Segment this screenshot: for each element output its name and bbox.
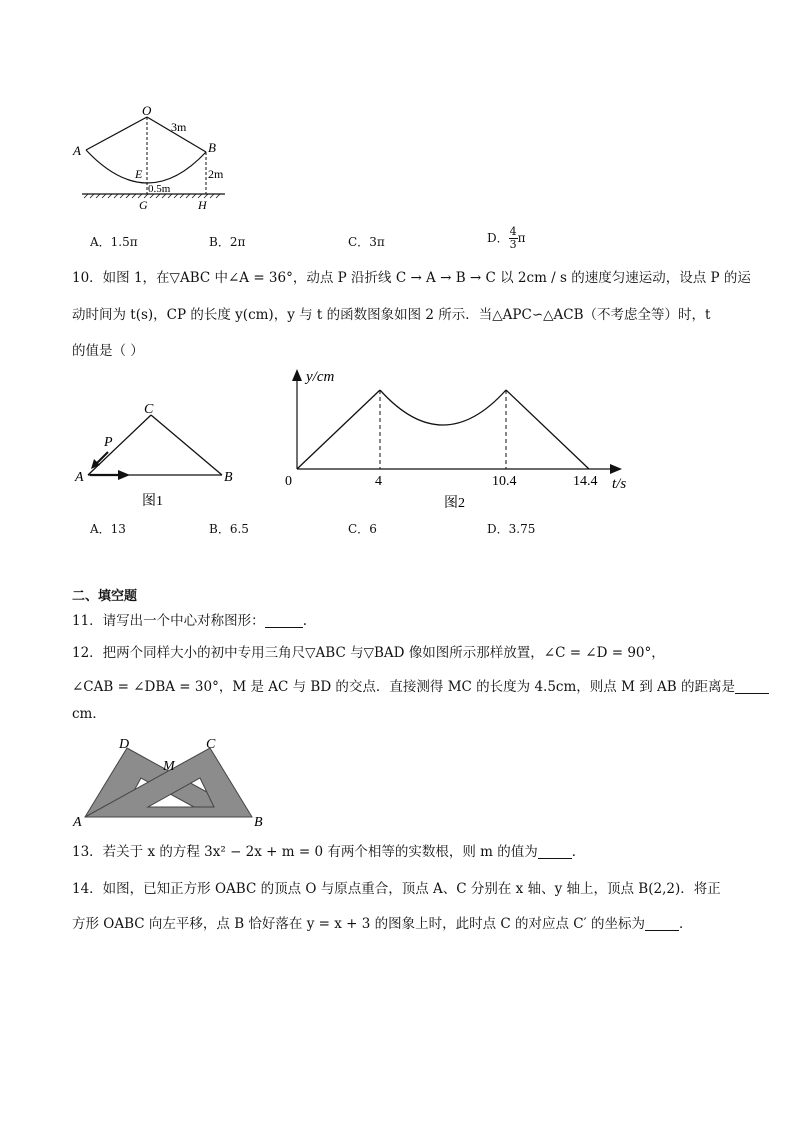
q12-line2 (72, 677, 769, 697)
q11-answer-blank[interactable] (265, 613, 303, 628)
q12-answer-blank[interactable] (735, 679, 769, 694)
q13-text: 13．若关于 x 的方程 3x² − 2x + m = 0 有两个相等的实数根，则 m 的值为 (72, 844, 538, 860)
q9-choice-c-letter: C． (348, 235, 370, 249)
q9-choice-b-letter: B． (209, 235, 230, 249)
fig2-caption: 图2 (444, 496, 465, 511)
section2-title: 二、填空题 (72, 589, 138, 604)
q11-end: . (302, 613, 307, 629)
q9-choice-b[interactable] (209, 233, 245, 250)
q13 (72, 842, 585, 862)
q10-fig1 (70, 395, 240, 515)
fig9-label-A: A (73, 143, 81, 158)
q14-answer-blank[interactable] (645, 916, 679, 931)
q10-choice-a-value: 13 (110, 522, 126, 536)
q10-choice-c[interactable] (348, 520, 377, 537)
q12-label-A: A (73, 815, 82, 830)
q9-choice-d-fraction: $\frac{4}{3}$ (509, 225, 517, 251)
q10-choice-b[interactable] (209, 520, 249, 537)
q14-line2 (72, 914, 693, 934)
fig1-label-A: A (75, 470, 84, 485)
q13-answer-blank[interactable] (538, 844, 572, 859)
q10-line3: 的值是（ ） (72, 343, 144, 359)
q14-end: ． (679, 916, 693, 932)
fig1-label-C: C (144, 402, 154, 417)
q9-choice-c[interactable] (348, 233, 385, 250)
q9-choice-a-value: 1.5π (110, 235, 138, 249)
q9-choice-b-value: 2π (229, 235, 246, 249)
q11 (72, 611, 307, 631)
fig9-label-O: O (142, 103, 152, 118)
fig9-label-G: G (139, 198, 148, 212)
fig1-caption: 图1 (142, 494, 163, 509)
q9-choice-a[interactable] (90, 233, 138, 250)
fig9-label-H: H (198, 198, 207, 212)
fig2-tick-14-4: 14.4 (573, 474, 598, 489)
fig1-label-B: B (224, 470, 233, 485)
q10-choice-d[interactable] (487, 520, 535, 537)
q10-choice-d-letter: D． (487, 522, 509, 536)
q12-label-M: M (163, 759, 175, 774)
q10-choice-a[interactable] (90, 520, 126, 537)
q12-label-C: C (206, 737, 216, 752)
q10-fig2 (270, 362, 640, 517)
fig2-tick-0: 0 (285, 474, 292, 489)
q9-choice-d-letter: D． (487, 231, 509, 245)
q10-choice-b-letter: B． (209, 522, 230, 536)
fig9-label-2m: 2m (208, 167, 224, 181)
q9-choice-a-letter: A． (90, 235, 111, 249)
q12-line1: 12．把两个同样大小的初中专用三角尺▽ABC 与▽BAD 像如图所示那样放置，∠C = ∠D = 90°， (72, 645, 665, 661)
q12-label-D: D (119, 737, 130, 752)
q10-line2: 动时间为 t(s)，CP 的长度 y(cm)，y 与 t 的函数图象如图 2 所示．当△APC∽△ACB（不考虑全等）时，t (72, 307, 711, 323)
q12-label-B: B (254, 815, 263, 830)
fig1-label-P: P (104, 435, 113, 450)
q11-text: 11．请写出一个中心对称图形： (72, 613, 265, 629)
fig9-label-05m: 0.5m (148, 183, 171, 195)
q12-line3: cm． (72, 706, 106, 722)
q10-choice-b-value: 6.5 (229, 522, 249, 536)
q12-line2-text: ∠CAB = ∠DBA = 30°，M 是 AC 与 BD 的交点．直接测得 MC 的长度为 4.5cm，则点 M 到 AB 的距离是 (72, 679, 735, 695)
q12-triangles-figure (70, 732, 270, 832)
q10-choice-c-letter: C． (348, 522, 370, 536)
q9-choice-c-value: 3π (369, 235, 385, 249)
fig9-diagram (70, 100, 270, 215)
q9-choice-d[interactable] (487, 226, 526, 251)
fig9-label-E: E (135, 167, 143, 181)
q10-choice-a-letter: A． (90, 522, 111, 536)
q14-line1: 14．如图，已知正方形 OABC 的顶点 O 与原点重合，顶点 A、C 分别在 x 轴、y 轴上，顶点 B(2,2)．将正 (72, 881, 721, 897)
q10-choice-d-value: 3.75 (508, 522, 536, 536)
fig2-ylabel: y/cm (306, 369, 335, 385)
q10-choice-c-value: 6 (369, 522, 377, 536)
fig9-label-3m: 3m (171, 120, 187, 134)
q14-line2-text: 方形 OABC 向左平移，点 B 恰好落在 y = x + 3 的图象上时，此时点 C 的对应点 C′ 的坐标为 (72, 916, 645, 932)
q10-line1: 10．如图 1，在▽ABC 中∠A = 36°，动点 P 沿折线 C → A → B → C 以 2cm / s 的速度匀速运动，设点 P 的运 (72, 270, 751, 286)
fig2-xlabel: t/s (612, 476, 627, 492)
q13-end: ． (571, 844, 586, 860)
fig2-tick-10-4: 10.4 (492, 474, 517, 489)
fig2-tick-4: 4 (375, 474, 382, 489)
q9-choice-d-suffix: π (517, 231, 526, 245)
fig9-label-B: B (208, 140, 216, 155)
